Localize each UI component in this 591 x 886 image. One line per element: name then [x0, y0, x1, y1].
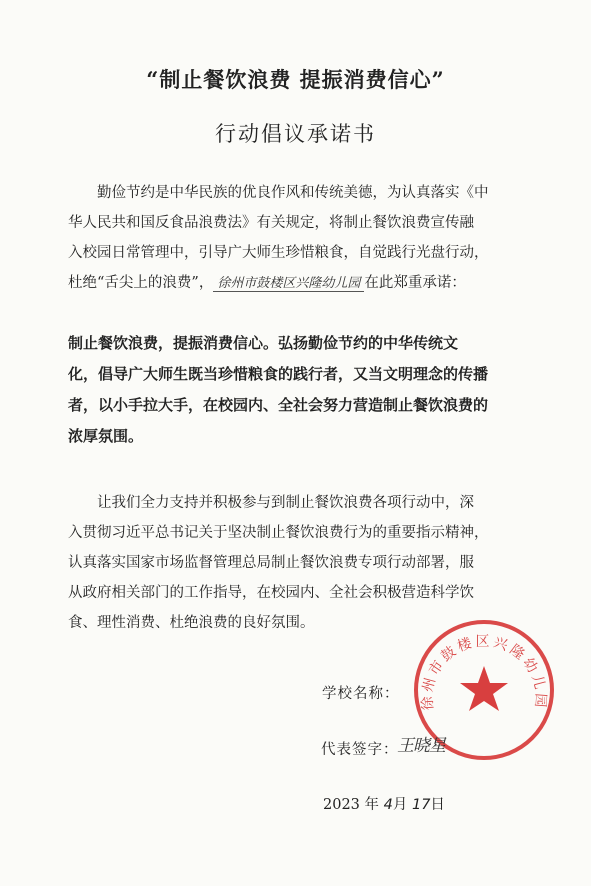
paragraph-line [68, 268, 538, 299]
paragraph-line: 勤俭节约是中华民族的优良作风和传统美德，为认真落实《中 [97, 185, 489, 201]
paragraph-line: 认真落实国家市场监督管理总局制止餐饮浪费专项行动部署，服 [68, 555, 474, 571]
paragraph-line: 让我们全力支持并积极参与到制止餐饮浪费各项行动中，深 [97, 495, 474, 511]
paragraph-line: 入贯彻习近平总书记关于坚决制止餐饮浪费行为的重要指示精神， [68, 525, 489, 541]
date-day-unit: 日 [430, 797, 445, 813]
school-name-label: 学校名称： [322, 686, 400, 702]
paragraph-commitment [68, 328, 538, 452]
line-suffix: 在此郑重承诺： [364, 275, 466, 291]
seal-text: 徐州市鼓楼区兴隆幼儿园 [419, 633, 549, 711]
paragraph-line: 者，以小手拉大手，在校园内、全社会努力营造制止餐饮浪费的 [68, 396, 489, 414]
paragraph-intro [68, 178, 538, 299]
paragraph-line: 入校园日常管理中，引导广大师生珍惜粮食，自觉践行光盘行动， [68, 245, 489, 261]
paragraph-line: 食、理性消费、杜绝浪费的良好氛围。 [68, 615, 315, 631]
date-month: 4 [383, 797, 393, 813]
document-subtitle: 行动倡议承诺书 [215, 122, 376, 146]
document-date [323, 793, 445, 814]
paragraph-line: 华人民共和国反食品浪费法》有关规定，将制止餐饮浪费宣传融 [68, 215, 474, 231]
date-month-unit: 月 [392, 797, 408, 813]
paragraph-line: 化，倡导广大师生既当珍惜粮食的践行者，又当文明理念的传播 [68, 365, 489, 383]
date-year: 2023 [323, 797, 360, 813]
date-day: 17 [411, 797, 431, 813]
handwritten-signature: 王晓星 [397, 736, 445, 756]
line-prefix: 杜绝“舌尖上的浪费”， [68, 275, 214, 291]
handwritten-school-name: 徐州市鼓楼区兴隆幼儿园 [213, 276, 364, 292]
representative-signature-label: 代表签字： [321, 742, 399, 758]
date-year-unit: 年 [364, 797, 380, 813]
paragraph-line: 制止餐饮浪费，提振消费信心。弘扬勤俭节约的中华传统文 [68, 334, 459, 352]
paragraph-line: 浓厚氛围。 [68, 427, 144, 445]
paragraph-line: 从政府相关部门的工作指导，在校园内、全社会积极营造科学饮 [68, 585, 474, 601]
document-title: “制止餐饮浪费 提振消费信心” [146, 67, 445, 92]
